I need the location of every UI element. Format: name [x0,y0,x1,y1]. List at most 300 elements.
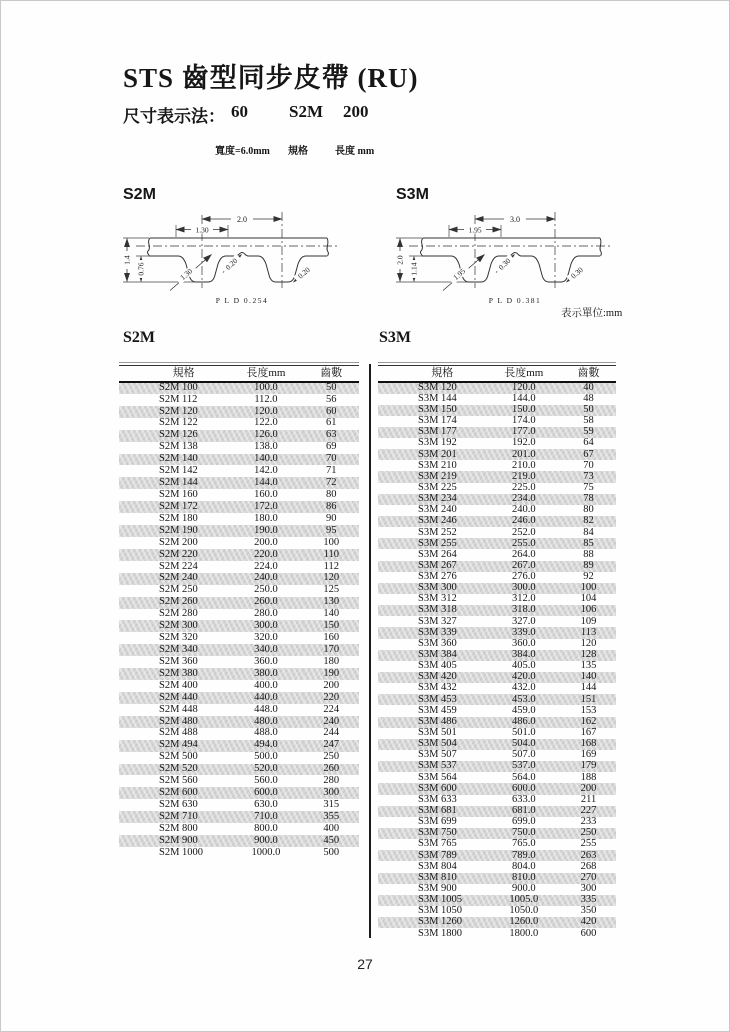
length-cell: 240.0 [254,572,278,584]
table-row [119,394,359,406]
length-cell: 312.0 [511,594,536,605]
size-example-spec: S2M [289,102,323,121]
table-row [378,561,616,572]
spec-cell: S3M 219 [418,471,457,482]
table-row [378,795,616,806]
spec-cell: S2M 300 [159,620,198,632]
teeth-cell: 73 [583,471,594,482]
length-cell: 276.0 [511,571,536,583]
spec-cell: S3M 459 [418,705,457,716]
spec-cell: S2M 142 [159,465,198,477]
belt-left-edge [420,238,423,256]
table-row [378,783,616,794]
teeth-cell: 59 [583,426,594,438]
length-cell: 234.0 [511,493,536,505]
table-row [378,527,616,538]
table-row [378,873,616,884]
teeth-cell: 300 [323,787,340,799]
spec-cell: S3M 453 [418,694,457,705]
table-row [119,764,359,776]
length-cell: 252.0 [511,527,536,538]
spec-cell: S2M 600 [159,787,198,799]
teeth-cell: 170 [323,644,340,655]
spec-cell: S2M 400 [159,680,198,691]
column-header: 長度mm [228,366,303,383]
spec-cell: S2M 480 [159,715,198,727]
table-row [378,650,616,661]
teeth-cell: 56 [326,393,337,405]
spec-cell: S2M 360 [159,656,198,667]
spec-cell: S2M 320 [159,632,198,644]
pld-label: P L D 0.381 [488,296,542,305]
table-row [119,501,359,513]
length-cell: 494.0 [254,739,278,751]
teeth-cell: 250 [580,827,597,839]
table-row [378,683,616,694]
spec-cell: S3M 210 [418,460,457,471]
spec-cell: S3M 255 [418,538,457,549]
table-row [378,416,616,427]
length-cell: 100.0 [254,382,278,394]
teeth-cell: 190 [323,668,340,679]
table-row [378,817,616,828]
length-cell: 1005.0 [509,894,539,906]
teeth-cell: 140 [580,672,597,683]
spec-cell: S2M 120 [159,405,198,417]
table-row [119,823,359,835]
length-cell: 681.0 [511,805,536,817]
table-row [378,928,616,939]
table-row [119,418,359,430]
length-cell: 488.0 [254,727,278,739]
table-row [119,716,359,728]
teeth-cell: 60 [326,405,337,417]
spec-cell: S3M 240 [418,504,457,516]
teeth-cell: 200 [580,783,597,794]
table-row [378,750,616,761]
table-row [378,505,616,516]
spec-cell: S2M 900 [159,835,198,846]
teeth-cell: 247 [323,739,340,751]
table-row [378,772,616,783]
spec-cell: S3M 360 [418,638,457,649]
table-divider [369,364,371,938]
teeth-cell: 80 [326,489,337,500]
spec-cell: S2M 200 [159,536,198,548]
spec-cell: S3M 1050 [418,905,463,917]
length-cell: 1260.0 [509,917,539,928]
length-cell: 405.0 [511,660,536,672]
table-row [119,585,359,597]
table-row [119,799,359,811]
spec-cell: S2M 800 [159,823,198,834]
length-cell: 789.0 [511,850,536,861]
table-row [378,895,616,906]
table-row [378,572,616,583]
spec-cell: S2M 122 [159,417,198,429]
s3m-table [378,365,616,939]
table-row [378,906,616,917]
s2m-table-container [119,362,359,859]
belt-right-edge [600,238,601,256]
teeth-cell: 75 [583,482,594,493]
teeth-cell: 168 [580,738,597,750]
spec-cell: S3M 486 [418,716,457,727]
spec-cell: S2M 260 [159,596,198,608]
length-cell: 220.0 [254,548,278,560]
spec-cell: S2M 280 [159,608,198,620]
teeth-cell: 125 [323,584,340,596]
length-cell: 1050.0 [509,905,539,917]
spec-cell: S2M 172 [159,501,198,512]
table-row [378,850,616,861]
spec-cell: S3M 1005 [418,894,463,906]
table-row [378,717,616,728]
teeth-cell: 224 [323,703,340,715]
length-cell: 810.0 [511,872,536,883]
table-row [119,382,359,394]
header-row [378,366,616,383]
length-cell: 507.0 [511,750,536,761]
table-row [119,477,359,489]
teeth-cell: 85 [583,538,594,549]
teeth-cell: 130 [323,596,340,608]
spec-cell: S2M 224 [159,560,198,572]
length-cell: 900.0 [254,835,278,846]
spec-cell: S3M 1260 [418,917,463,928]
table-row [119,752,359,764]
teeth-cell: 120 [580,638,597,649]
length-cell: 448.0 [254,703,278,715]
teeth-cell: 80 [583,504,594,516]
table-row [378,839,616,850]
teeth-cell: 89 [583,560,594,571]
table-row [119,740,359,752]
spec-cell: S2M 250 [159,584,198,596]
spec-cell: S3M 144 [418,393,457,404]
table-row [119,692,359,704]
spec-cell: S3M 267 [418,560,457,571]
table-row [378,583,616,594]
spec-cell: S3M 432 [418,683,457,694]
spec-cell: S3M 192 [418,438,457,449]
table-row [378,427,616,438]
teeth-cell: 40 [583,382,594,393]
teeth-cell: 160 [323,632,340,644]
spec-cell: S3M 765 [418,839,457,850]
length-cell: 260.0 [254,596,278,608]
table-row [378,460,616,471]
teeth-cell: 104 [580,594,597,605]
length-cell: 440.0 [254,691,278,703]
spec-cell: S2M 140 [159,453,198,465]
column-header: 長度mm [486,366,561,383]
teeth-cell: 227 [580,805,597,817]
s3m-profile-diagram [387,204,622,314]
length-cell: 144.0 [254,477,278,489]
table-row [378,861,616,872]
table-row [378,661,616,672]
spec-cell: S3M 177 [418,426,457,438]
spec-cell: S2M 1000 [159,846,204,858]
spec-cell: S2M 240 [159,572,198,584]
table-row [378,616,616,627]
length-cell: 501.0 [511,727,536,739]
pld-label: P L D 0.254 [215,296,269,305]
length-cell: 384.0 [511,649,536,661]
spec-cell: S2M 180 [159,513,198,524]
table-row [378,639,616,650]
length-cell: 225.0 [511,482,536,493]
teeth-cell: 500 [323,846,340,858]
teeth-cell: 67 [583,449,594,460]
spec-cell: S3M 300 [418,582,457,594]
table-row [378,605,616,616]
table-row [119,728,359,740]
teeth-cell: 58 [583,415,594,427]
teeth-cell: 70 [326,453,337,465]
land-radius-label: 0.30 [496,256,513,272]
table-row [119,430,359,442]
length-cell: 750.0 [511,827,536,839]
flank-radius-label: 1.30 [178,266,195,282]
teeth-cell: 88 [583,549,594,560]
table-row [119,406,359,418]
tip-radius-label: 0.30 [568,265,585,281]
column-header: 齒數 [304,366,359,383]
teeth-cell: 135 [580,660,597,672]
teeth-cell: 270 [580,872,597,883]
length-cell: 172.0 [254,501,278,512]
length-cell: 250.0 [254,584,278,596]
spec-cell: S2M 500 [159,751,198,763]
length-cell: 504.0 [511,738,536,750]
dim-tooth-width-label: 1.95 [468,225,482,235]
length-cell: 122.0 [254,417,278,429]
length-cell: 160.0 [254,489,278,500]
length-cell: 699.0 [511,816,536,828]
table-row [119,513,359,525]
length-cell: 267.0 [511,560,536,571]
spec-cell: S3M 234 [418,493,457,505]
teeth-cell: 151 [580,694,597,705]
teeth-cell: 69 [326,441,337,453]
table-row [119,644,359,656]
table-row [378,739,616,750]
spec-cell: S3M 201 [418,449,457,460]
teeth-cell: 113 [580,627,597,638]
teeth-cell: 64 [583,438,594,449]
spec-cell: S3M 507 [418,750,457,761]
teeth-cell: 240 [323,715,340,727]
table-row [119,525,359,537]
teeth-cell: 260 [323,763,340,775]
spec-cell: S3M 504 [418,738,457,750]
spec-cell: S2M 560 [159,775,198,787]
teeth-cell: 162 [580,716,597,727]
table-row [119,811,359,823]
length-cell: 138.0 [254,441,278,453]
length-cell: 190.0 [254,525,278,536]
teeth-cell: 350 [580,905,597,917]
length-cell: 800.0 [254,823,278,834]
table-row [378,627,616,638]
table-row [119,561,359,573]
length-cell: 142.0 [254,465,278,477]
spec-cell: S3M 276 [418,571,457,583]
s2m-profile-diagram [114,204,349,314]
flank-radius-label: 1.95 [451,266,468,282]
teeth-cell: 90 [326,513,337,524]
teeth-cell: 280 [323,775,340,787]
length-cell: 144.0 [511,393,536,404]
teeth-cell: 355 [323,811,340,822]
table-row [119,704,359,716]
table-row [119,632,359,644]
spec-cell: S3M 252 [418,527,457,538]
teeth-cell: 200 [323,680,340,691]
spec-cell: S3M 600 [418,783,457,794]
size-notation-label: 尺寸表示法： [123,107,225,126]
belt-left-edge [147,238,150,256]
legend-width: 寬度=6.0mm [215,146,270,157]
table-row [378,405,616,416]
length-cell: 120.0 [254,405,278,417]
table-row [119,835,359,847]
dim-total-height-label: 1.4 [122,255,132,265]
teeth-cell: 250 [323,751,340,763]
teeth-cell: 120 [323,572,340,584]
length-cell: 219.0 [511,471,536,482]
table-row [378,705,616,716]
length-cell: 600.0 [254,787,278,799]
length-cell: 537.0 [511,761,536,772]
teeth-cell: 50 [583,404,594,415]
spec-cell: S3M 564 [418,772,457,783]
legend-spec: 規格 [288,146,308,157]
spec-cell: S2M 190 [159,525,198,536]
length-cell: 500.0 [254,751,278,763]
length-cell: 480.0 [254,715,278,727]
dim-tooth-height-label: 1.14 [409,262,419,276]
length-cell: 280.0 [254,608,278,620]
table-row [378,694,616,705]
tip-radius-label: 0.20 [295,265,312,281]
spec-cell: S2M 710 [159,811,198,822]
teeth-cell: 315 [323,799,340,810]
teeth-cell: 167 [580,727,597,739]
spec-cell: S3M 501 [418,727,457,739]
length-cell: 360.0 [511,638,536,649]
teeth-cell: 150 [323,620,340,632]
teeth-cell: 109 [580,616,597,627]
spec-cell: S3M 789 [418,850,457,861]
table-row [119,442,359,454]
teeth-cell: 71 [326,465,337,477]
spec-cell: S3M 750 [418,827,457,839]
spec-cell: S3M 246 [418,516,457,527]
spec-cell: S2M 380 [159,668,198,679]
spec-cell: S3M 339 [418,627,457,638]
length-cell: 564.0 [511,772,536,783]
table-row [378,549,616,560]
column-header: 規格 [378,366,486,383]
length-cell: 630.0 [254,799,278,810]
teeth-cell: 600 [580,928,597,939]
teeth-cell: 63 [326,429,337,441]
table-row [378,828,616,839]
spec-cell: S3M 633 [418,794,457,805]
table-row [119,549,359,561]
length-cell: 177.0 [511,426,536,438]
teeth-cell: 112 [323,560,339,572]
spec-cell: S3M 225 [418,482,457,493]
teeth-cell: 400 [323,823,340,834]
table-row [378,516,616,527]
length-cell: 120.0 [511,382,536,393]
length-cell: 900.0 [511,883,536,894]
length-cell: 1000.0 [251,846,281,858]
teeth-cell: 220 [323,691,340,703]
length-cell: 560.0 [254,775,278,787]
table-row [378,884,616,895]
length-cell: 520.0 [254,763,278,775]
table-row [378,728,616,739]
length-cell: 1800.0 [509,928,539,939]
teeth-cell: 169 [580,750,597,761]
table-row [378,483,616,494]
table-row [119,656,359,668]
spec-cell: S3M 327 [418,616,457,627]
table-row [119,465,359,477]
length-cell: 150.0 [511,404,536,415]
spec-cell: S2M 440 [159,691,198,703]
length-cell: 765.0 [511,839,536,850]
teeth-cell: 263 [580,850,597,861]
length-cell: 300.0 [254,620,278,632]
spec-cell: S2M 448 [159,703,198,715]
length-cell: 340.0 [254,644,278,655]
size-example-length: 200 [343,102,369,121]
length-cell: 140.0 [254,453,278,465]
teeth-cell: 50 [326,382,337,394]
length-cell: 126.0 [254,429,278,441]
table-row [119,609,359,621]
land-radius-label: 0.20 [223,256,240,272]
teeth-cell: 144 [580,683,597,694]
teeth-cell: 78 [583,493,594,505]
teeth-cell: 450 [323,835,340,846]
teeth-cell: 72 [326,477,337,489]
belt-right-edge [327,238,328,256]
table-row [378,917,616,928]
teeth-cell: 48 [583,393,594,404]
length-cell: 400.0 [254,680,278,691]
s2m-diagram-label: S2M [123,186,156,203]
teeth-cell: 153 [580,705,597,716]
length-cell: 300.0 [511,582,536,594]
length-cell: 453.0 [511,694,536,705]
dim-pitch-label: 3.0 [510,215,520,224]
spec-cell: S3M 264 [418,549,457,560]
spec-cell: S3M 120 [418,382,457,393]
length-cell: 804.0 [511,861,536,872]
table-row [119,573,359,585]
spec-cell: S3M 699 [418,816,457,828]
table-row [119,847,359,859]
spec-cell: S3M 174 [418,415,457,427]
table-row [378,761,616,772]
